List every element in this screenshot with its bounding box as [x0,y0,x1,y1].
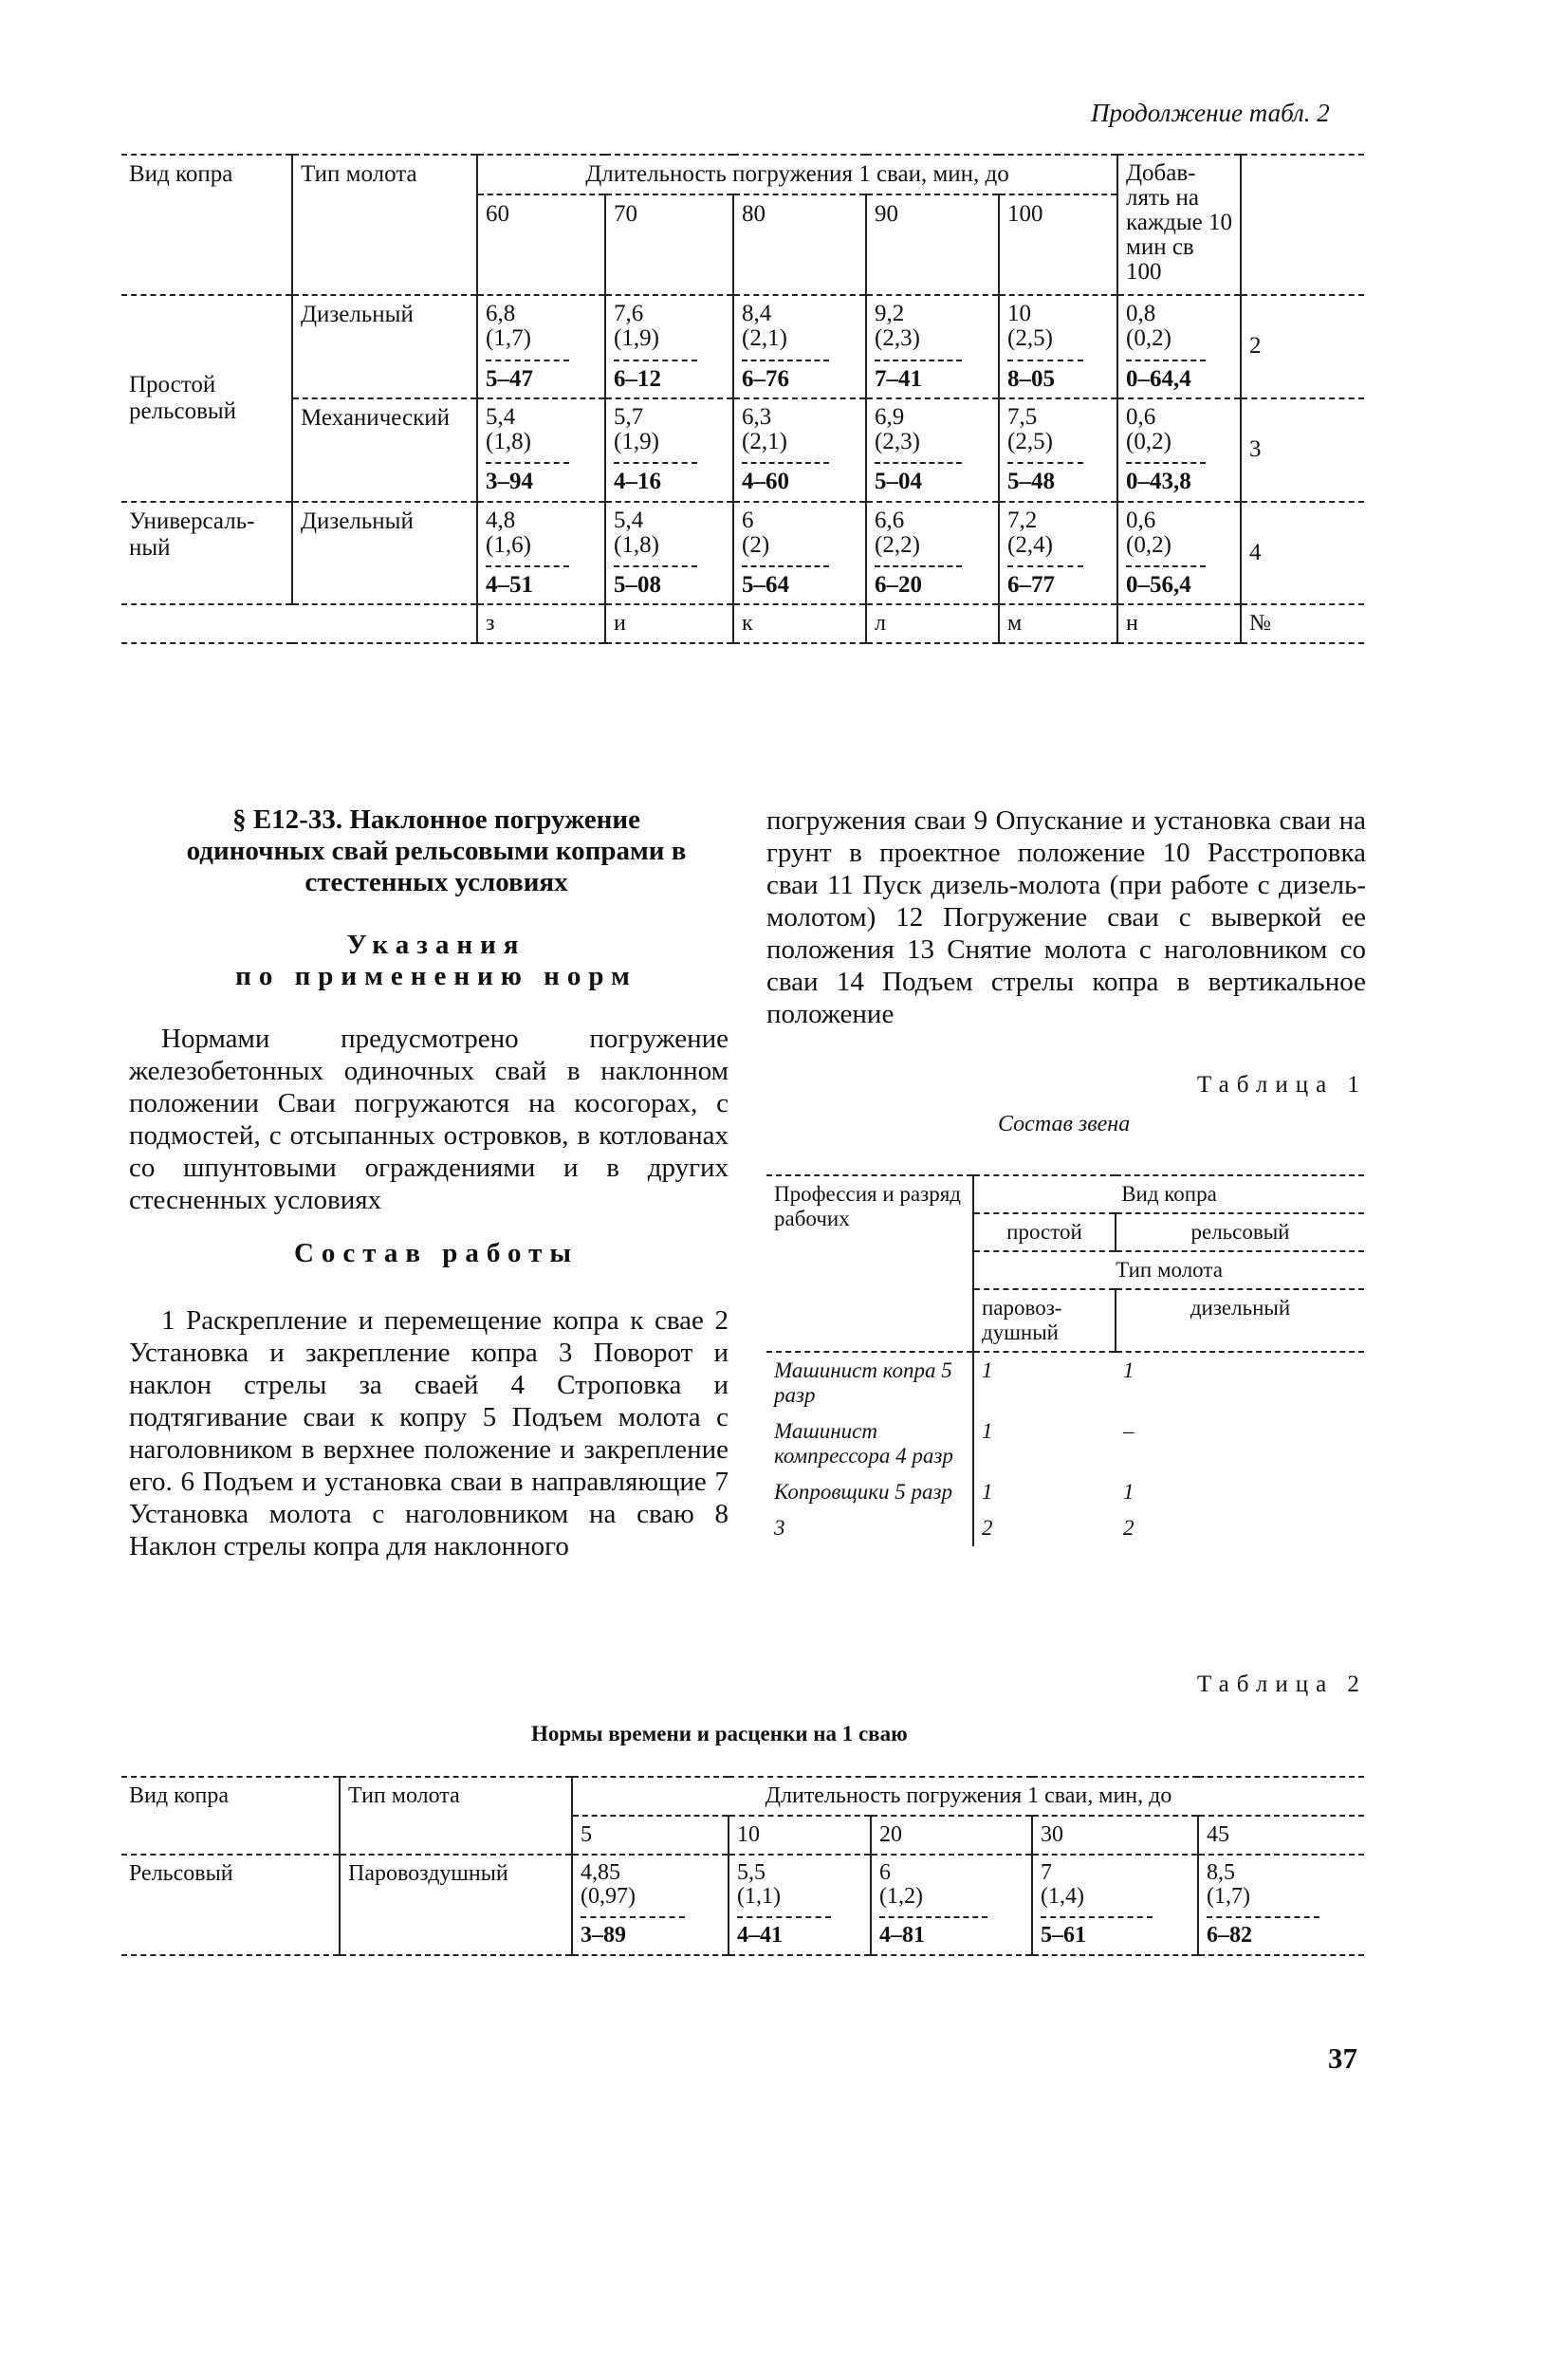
crew-row-a: 1 [982,1480,993,1504]
col-min: 30 [1032,1816,1198,1855]
section-title: § Е12-33. Наклонное погружение одиночных свай рельсовыми копрами в стестенных условиях [186,804,687,897]
col-letter: и [605,604,733,643]
col-min: 5 [572,1816,729,1855]
crew-row-b: – [1123,1419,1134,1443]
crew-row-name: 3 [766,1510,973,1546]
crew-row-name: Машинист компрессора 4 разр [766,1413,973,1474]
col-letter: м [999,604,1117,643]
col-min: 10 [729,1816,871,1855]
col-letter: з [477,604,605,643]
row-vid-simple: Простой рельсовый [121,295,292,502]
col-header-tip: Тип молота [292,155,477,295]
col-min: 45 [1207,1822,1229,1847]
row-tip: Дизельный [292,295,477,398]
crew-row-name: Машинист копра 5 разр [766,1352,973,1413]
continuation-header: Продолжение табл. 2 [1091,99,1330,127]
col-min: 20 [871,1816,1032,1855]
table1-caption: Состав звена [998,1112,1131,1136]
ukaz-heading: Указания [346,930,526,960]
norms-table-2: Вид копра Тип молота Длительность погружения 1 сваи, мин, до 5 10 20 30 45 Рельсовый Паровоздушный 4,85 (0,97) 3–89 5,5 (1,1) 4–41 6 (1,2) 4–81 7 (1,4) 5–61 8,5 (1,7) 6–82 [121,1776,1364,1956]
row-number: 4 [1249,539,1262,565]
col-par: паровоз-душный [973,1289,1116,1352]
row-tip: Механический [292,398,477,502]
col-header-vid: Вид копра [121,155,292,295]
norms-table-continued: Вид копра Тип молота Длительность погружения 1 сваи, мин, до Добав-лять на каждые 10 мин св 100 60 70 80 90 100 Простой рельсовый Дизельный 6,8 (1,7) 5–47 7,6 (1,9) 6–12 8,4 (2,1) 6–76 9,2 (2,3) 7–41 10 (2,5) 8–05 0,8 (0,2) 0–64,4 2 Механический 5,4 (1,8) 3–94 5,7 (1,9) 4–16 6,3 (2,1) 4–60 6,9 (2,3) 5–04 7,5 (2,5) 5–48 0,6 (0,2) 0–43,8 3 Универсаль-ный Дизельный 4,8 (1,6) 4–51 5,4 (1,8) 5–08 6 (2) 5–64 6,6 (2,2) 6–20 7,2 (2,4) 6–77 0,6 (0,2) 0–56,4 4 з и к л м н № [121,154,1364,644]
col-header-tip: Тип молота [1116,1258,1223,1282]
ukaz-subheading: по применению норм [235,961,637,991]
work-steps-continued: погружения сваи 9 Опускание и установка сваи на грунт в проектное положение 10 Расстроповка сваи 11 Пуск дизель-молота (при работе с дизель-молотом) 12 Погружение сваи с выверкой ее положения 13 Снятие молота с наголовником со сваи 14 Подъем стрелы копра в вертикальное положение [766,805,1366,1029]
col-min-60: 60 [477,194,605,295]
row-vid-universal: Универсаль-ный [121,502,292,605]
col-diz: дизельный [1190,1296,1291,1320]
col-header-profession: Профессия и разряд рабочих [766,1175,973,1352]
row-number: 2 [1249,333,1262,360]
row-tip: Паровоздушный [340,1855,572,1955]
col-header-vid: Вид копра [973,1175,1364,1213]
row-number: 3 [1249,436,1262,463]
crew-row-a: 1 [982,1419,993,1443]
crew-composition-table [766,1174,1364,1546]
crew-row-b: 2 [1123,1516,1134,1540]
col-header-vid: Вид копра [121,1777,340,1855]
row-vid: Рельсовый [121,1855,340,1955]
col-letter: к [733,604,866,643]
col-letter: № [1249,611,1271,637]
row-tip: Дизельный [292,502,477,605]
col-header-duration: Длительность погружения 1 сваи, мин, до [477,155,1117,194]
col-min-80: 80 [733,194,866,295]
table2-caption: Нормы времени и расценки на 1 сваю [531,1722,908,1745]
col-min-90: 90 [866,194,999,295]
col-min-100: 100 [999,194,1117,295]
sostav-text: 1 Раскрепление и перемещение копра к свае 2 Установка и закрепление копра 3 Поворот и наклон стрелы за сваей 4 Строповка и подтягивание сваи к копру 5 Подъем молота с наголовником в верхнее положение и закрепление его. 6 Подъем и установка сваи в направляющие 7 Установка молота с наголовником на сваю 8 Наклон стрелы копра для наклонного [129,1305,729,1561]
crew-row-b: 1 [1123,1480,1134,1504]
col-letter: н [1117,604,1241,643]
ukaz-text: Нормами предусмотрено погружение железобетонных одиночных свай в наклонном положении Сваи погружаются на косогорах, с подмостей, с отсыпанных островков, в котлованах со шпунтовыми ограждениями и в других стесненных условиях [129,1024,729,1215]
col-header-tip: Тип молота [340,1777,572,1855]
page-number: 37 [1328,2041,1357,2075]
crew-row-a: 2 [982,1516,993,1540]
col-min-70: 70 [605,194,733,295]
col-prostoy: простой [973,1213,1116,1251]
sostav-heading: Состав работы [293,1238,580,1268]
crew-row-name: Копровщики 5 разр [766,1474,973,1510]
crew-row-b: 1 [1123,1358,1134,1382]
table1-label: Таблица 1 [1197,1072,1367,1098]
col-rels: рельсовый [1190,1220,1290,1244]
table2-label: Таблица 2 [1197,1671,1367,1697]
crew-row-a: 1 [982,1358,993,1382]
col-header-add: Добав-лять на каждые 10 мин св 100 [1117,155,1241,295]
col-letter: л [866,604,999,643]
col-header-duration: Длительность погружения 1 сваи, мин, до [572,1777,1364,1816]
